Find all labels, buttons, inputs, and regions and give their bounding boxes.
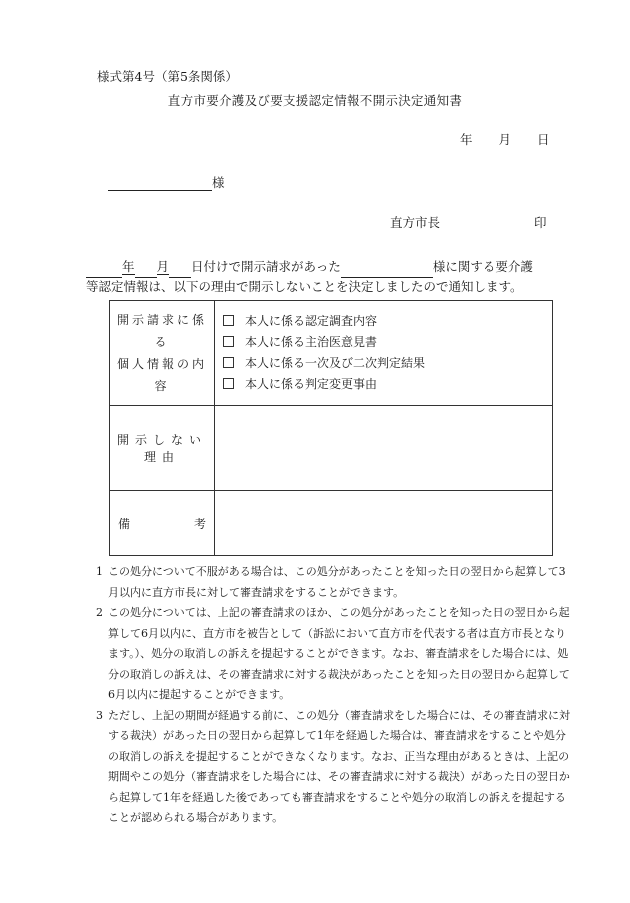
note-item <box>96 603 576 706</box>
date-year: 年 <box>460 132 473 147</box>
disclosure-table <box>109 300 553 556</box>
checklist-item <box>223 311 552 332</box>
issuer-name: 直方市長 <box>390 215 441 230</box>
checklist-item-label: 本人に係る判定変更事由 <box>245 377 378 391</box>
remarks-label-left: 備 <box>118 516 131 531</box>
checklist-item-label: 本人に係る一次及び二次判定結果 <box>245 356 426 370</box>
table-row <box>110 301 553 406</box>
reason-label-cell <box>110 406 215 491</box>
checkbox[interactable] <box>223 357 234 368</box>
note-text: ただし、上記の期間が経過する前に、この処分（審査請求をした場合には、その審査請求に対する裁決）があった日の翌日から起算して1年を経過した場合は、審査請求をすることや処分の取消しの訴えを提起することができなくなります。なお、正当な理由があるときは、上記の期間やこの処分（審査請求をした場合には、その審査請求に対する裁決）があった日の翌日から起算して1年を経過した後であっても審査請求をすることや処分の取消しの訴えを提起することが認められる場合があります。 <box>108 708 570 824</box>
document-title: 直方市要介護及び要支援認定情報不開示決定通知書 <box>167 93 463 108</box>
form-number: 様式第4号（第5条関係） <box>97 69 238 84</box>
note-item <box>96 706 576 829</box>
intro-line-2: 等認定情報は、以下の理由で開示しないことを決定しましたので通知します。 <box>86 279 523 294</box>
note-number: 2 <box>96 606 103 619</box>
checklist-item <box>223 332 552 353</box>
intro-honorific-text: 様に関する要介護 <box>432 259 533 274</box>
reason-label: 開示しない理由 <box>116 433 207 464</box>
content-label-cell <box>110 301 215 406</box>
checklist-item <box>223 374 552 395</box>
checkbox[interactable] <box>223 336 234 347</box>
checklist-item <box>223 353 552 374</box>
requester-name-blank[interactable] <box>341 263 433 278</box>
addressee-honorific: 様 <box>212 175 225 190</box>
checkbox[interactable] <box>223 378 234 389</box>
note-text: この処分については、上記の審査請求のほか、この処分があったことを知った日の翌日から起算して6月以内に、直方市を被告として（訴訟において直方市を代表する者は直方市長となります。）、処分の取消しの訴えを提起することができます。なお、審査請求をした場合には、処分の取消しの訴えは、その審査請求に対する裁決があったことを知った日の翌日から起算して6月以内に提起することができます。 <box>108 606 570 701</box>
date-month: 月 <box>498 132 512 147</box>
table-row <box>110 491 553 556</box>
notes-section <box>96 562 576 829</box>
request-year-blank[interactable] <box>86 263 122 278</box>
addressee <box>108 173 225 191</box>
table-row <box>110 406 553 491</box>
issuer <box>390 213 547 231</box>
note-item <box>96 562 576 603</box>
seal-mark: 印 <box>534 215 547 230</box>
request-day-blank[interactable] <box>169 263 191 278</box>
note-number: 1 <box>96 565 103 578</box>
content-label-line-2: 個人情報の内容 <box>116 357 207 393</box>
remarks-input-cell[interactable] <box>215 491 553 556</box>
date-day: 日 <box>537 132 550 147</box>
content-label-line-1: 開示請求に係る <box>116 313 207 349</box>
reason-input-cell[interactable] <box>215 406 553 491</box>
intro-year: 年 <box>122 259 135 274</box>
request-month-blank[interactable] <box>135 263 157 278</box>
intro-month: 月 <box>156 259 170 274</box>
remarks-label <box>110 515 214 532</box>
date-row <box>460 130 550 148</box>
content-checklist <box>215 301 553 406</box>
note-number: 3 <box>96 708 103 722</box>
remarks-label-cell <box>110 491 215 556</box>
remarks-label-right: 考 <box>193 516 206 531</box>
intro-line-1 <box>86 256 533 278</box>
checklist-item-label: 本人に係る認定調査内容 <box>245 314 378 328</box>
checkbox[interactable] <box>223 315 234 326</box>
note-text: この処分について不服がある場合は、この処分があったことを知った日の翌日から起算して3月以内に直方市長に対して審査請求をすることができます。 <box>108 565 566 599</box>
intro-day-text: 日付けで開示請求があった <box>191 259 341 274</box>
addressee-name-blank[interactable] <box>108 177 212 191</box>
checklist-item-label: 本人に係る主治医意見書 <box>245 335 378 349</box>
